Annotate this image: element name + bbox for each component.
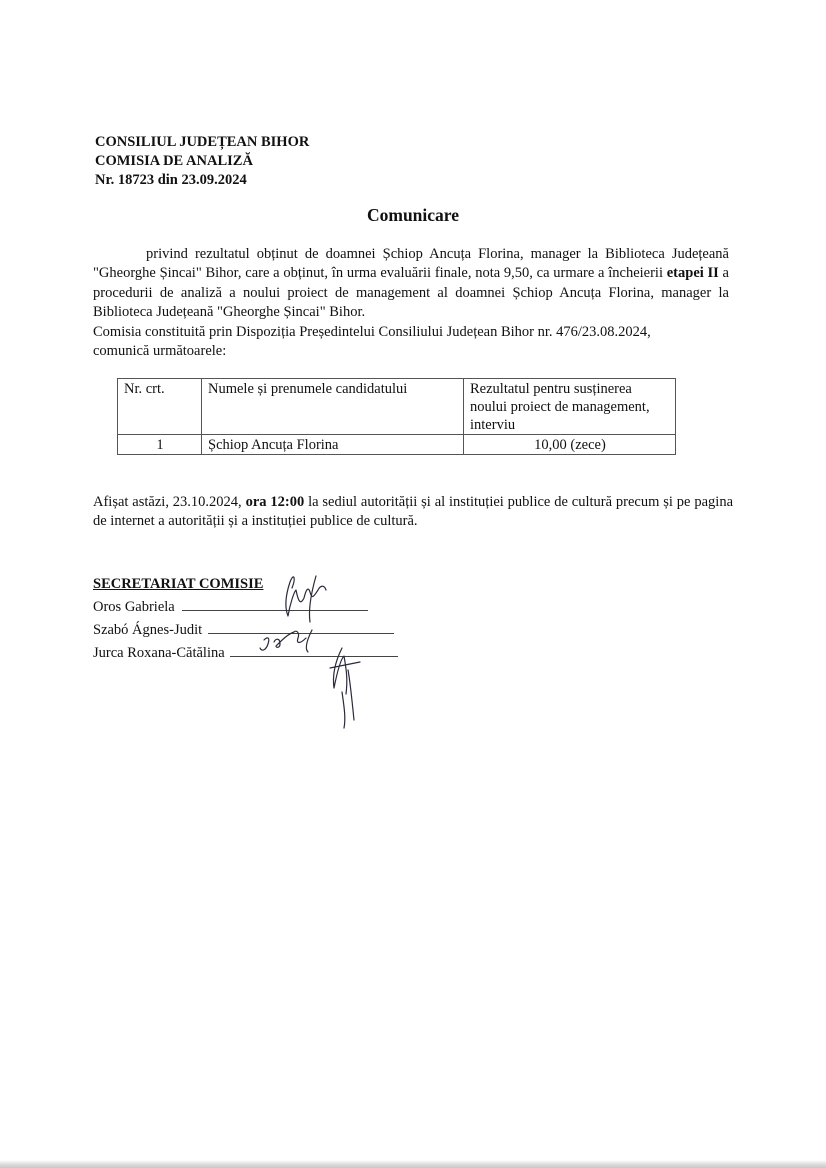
member-name: Jurca Roxana-Cătălina (93, 645, 225, 661)
paragraph-text-1: privind rezultatul obținut de doamnei Șchiop Ancuța Florina, manager la Biblioteca Județeană "Gheorghe Șincai" Bihor, care a obținut, în urma evaluării finale, nota 9,50, ca urmare a încheierii (93, 246, 729, 282)
posting-paragraph (93, 493, 733, 532)
main-paragraph (93, 245, 729, 323)
cell-result: 10,00 (zece) (464, 435, 676, 455)
signature-mark-jurca (330, 648, 360, 728)
scan-edge (0, 1160, 826, 1168)
header-result: Rezultatul pentru susținerea noului proiect de management, interviu (464, 379, 676, 435)
member-name: Szabó Ágnes-Judit (93, 622, 203, 638)
posting-text-2: la sediul autorității și al instituției publice de cultură precum și pe pagina de internet a autorității și a instituției publice de cultură. (93, 494, 734, 530)
commission-name: COMISIA DE ANALIZĂ (95, 153, 253, 169)
table-header-row (118, 379, 676, 435)
header-name: Numele și prenumele candidatului (202, 379, 464, 435)
posting-text-1: Afișat astăzi, 23.10.2024, (93, 494, 246, 510)
signature-mark-szabo (260, 630, 312, 652)
signature-mark-oros (286, 576, 326, 622)
communicates-line: comunică următoarele: (93, 343, 227, 360)
commission-line: Comisia constituită prin Dispoziția Președintelui Consiliului Județean Bihor nr. 476/23.08.2024, (93, 323, 651, 340)
institution-name: CONSILIUL JUDEȚEAN BIHOR (95, 134, 310, 150)
document-title: Comunicare (366, 205, 460, 225)
posting-notice (93, 493, 733, 532)
communication-body (93, 245, 729, 361)
paragraph-text-2: a procedurii de analiză a noului proiect de management al doamnei Șchiop Ancuța Florina, manager la Biblioteca Județeană "Gheorghe Șincai" Bihor. (93, 265, 729, 321)
reference-number: Nr. 18723 din 23.09.2024 (95, 172, 247, 188)
document-header (95, 133, 309, 190)
header-nr: Nr. crt. (118, 379, 202, 435)
member-name: Oros Gabriela (93, 599, 175, 615)
cell-nr: 1 (118, 435, 202, 455)
cell-name: Șchiop Ancuța Florina (202, 435, 464, 455)
handwritten-signatures (250, 560, 380, 735)
paragraph-stage: etapei II (666, 265, 719, 282)
secretariat-title: SECRETARIAT COMISIE (93, 576, 264, 592)
results-table (117, 378, 676, 455)
posting-time: ora 12:00 (245, 494, 305, 510)
table-row (118, 435, 676, 455)
